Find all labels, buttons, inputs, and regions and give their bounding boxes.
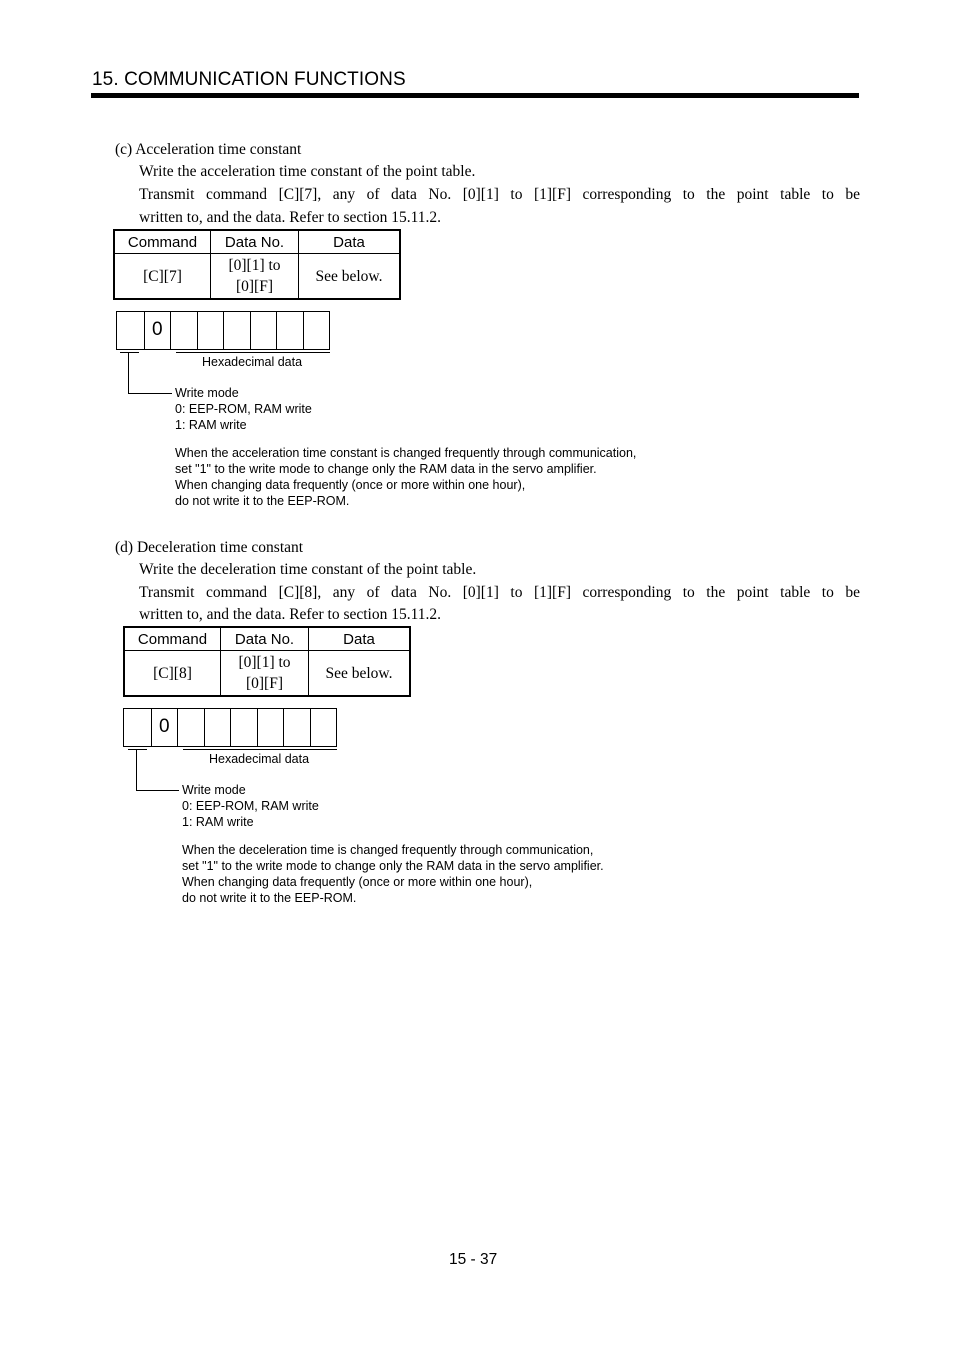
table-header-data-no: Data No. <box>211 230 299 254</box>
section-d-line1: Write the deceleration time constant of the point table. <box>139 561 477 578</box>
hex-data-bracket <box>183 749 337 750</box>
table-cell-data-no <box>221 651 309 697</box>
table-header-command: Command <box>124 627 221 651</box>
write-mode-leader-vertical <box>128 352 129 394</box>
section-c-digit-boxes <box>116 311 330 350</box>
note-line: When changing data frequently (once or more within one hour), <box>182 875 533 889</box>
hex-data-bracket <box>176 352 330 353</box>
write-mode-bracket <box>128 749 147 750</box>
digit-box-write-mode: 0 <box>151 709 178 746</box>
section-d-digit-boxes <box>123 708 337 747</box>
data-no-line1: [0][1] to <box>228 257 281 274</box>
data-no-line1: [0][1] to <box>238 654 291 671</box>
digit-box <box>197 312 224 349</box>
write-mode-title: Write mode <box>175 386 239 400</box>
write-mode-option-1: 1: RAM write <box>175 418 247 432</box>
note-line: When the deceleration time is changed frequently through communication, <box>182 843 594 857</box>
table-header-data: Data <box>309 627 411 651</box>
digit-box <box>223 312 250 349</box>
table-header-command: Command <box>114 230 211 254</box>
write-mode-leader-vertical <box>136 749 137 791</box>
digit-box-write-mode: 0 <box>144 312 171 349</box>
data-no-line2: [0][F] <box>245 675 284 692</box>
digit-box <box>170 312 197 349</box>
note-line: When the acceleration time constant is changed frequently through communication, <box>175 446 637 460</box>
note-line: do not write it to the EEP-ROM. <box>182 891 357 905</box>
write-mode-option-0: 0: EEP-ROM, RAM write <box>175 402 312 416</box>
write-mode-leader-horizontal <box>136 790 179 791</box>
note-line: When changing data frequently (once or more within one hour), <box>175 478 526 492</box>
note-line: do not write it to the EEP-ROM. <box>175 494 350 508</box>
write-mode-option-1: 1: RAM write <box>182 815 254 829</box>
table-cell-data: See below. <box>309 651 411 697</box>
digit-box <box>124 709 151 746</box>
page-number: 15 - 37 <box>449 1251 498 1268</box>
digit-box <box>310 709 337 746</box>
section-c-line1: Write the acceleration time constant of the point table. <box>139 163 476 180</box>
header-rule <box>91 93 859 98</box>
data-no-line2: [0][F] <box>235 278 274 295</box>
table-cell-command: [C][8] <box>124 651 221 697</box>
section-d-line2: Transmit command [C][8], any of data No. [0][1] to [1][F] corresponding to the point table to be <box>139 584 860 601</box>
write-mode-bracket <box>120 352 139 353</box>
section-c-command-table <box>113 229 401 300</box>
table-cell-command: [C][7] <box>114 254 211 300</box>
hex-data-label: Hexadecimal data <box>202 355 303 369</box>
digit-box <box>276 312 303 349</box>
table-header-data-no: Data No. <box>221 627 309 651</box>
write-mode-leader-horizontal <box>128 393 172 394</box>
hex-data-label: Hexadecimal data <box>209 752 310 766</box>
section-c-line2: Transmit command [C][7], any of data No. [0][1] to [1][F] corresponding to the point table to be <box>139 186 860 203</box>
digit-box <box>204 709 231 746</box>
note-line: set "1" to the write mode to change only the RAM data in the servo amplifier. <box>175 462 597 476</box>
table-cell-data: See below. <box>299 254 401 300</box>
digit-box <box>303 312 330 349</box>
write-mode-option-0: 0: EEP-ROM, RAM write <box>182 799 319 813</box>
digit-box <box>230 709 257 746</box>
note-line: set "1" to the write mode to change only the RAM data in the servo amplifier. <box>182 859 604 873</box>
section-c-heading: (c) Acceleration time constant <box>115 141 302 158</box>
page-header-title: 15. COMMUNICATION FUNCTIONS <box>92 69 406 90</box>
section-d-command-table <box>123 626 411 697</box>
digit-box <box>117 312 144 349</box>
section-d-heading: (d) Deceleration time constant <box>115 539 304 556</box>
table-cell-data-no <box>211 254 299 300</box>
table-header-data: Data <box>299 230 401 254</box>
digit-box <box>250 312 277 349</box>
section-d-line3: written to, and the data. Refer to section 15.11.2. <box>139 606 442 623</box>
digit-box <box>283 709 310 746</box>
section-c-line3: written to, and the data. Refer to section 15.11.2. <box>139 209 442 226</box>
digit-box <box>257 709 284 746</box>
digit-box <box>177 709 204 746</box>
write-mode-title: Write mode <box>182 783 246 797</box>
